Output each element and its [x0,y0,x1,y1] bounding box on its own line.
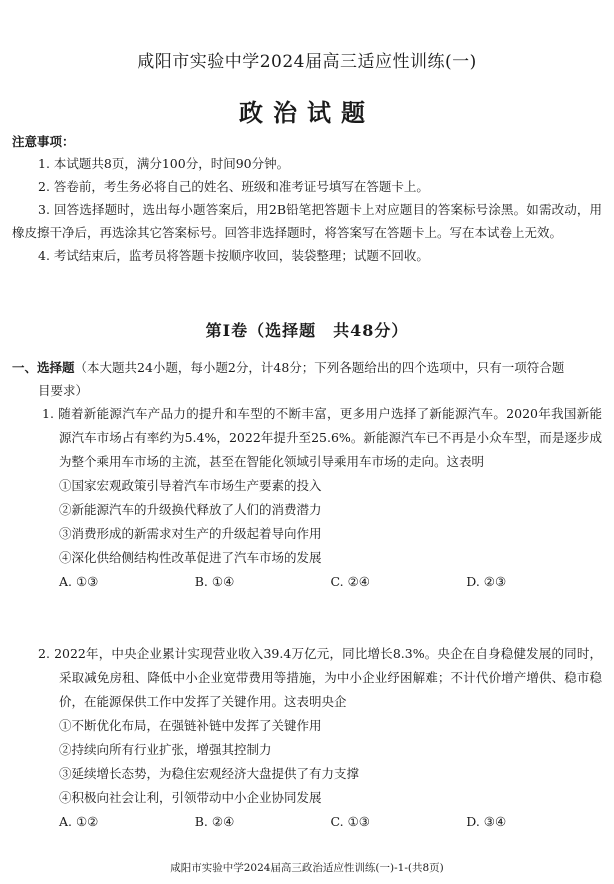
part-heading [12,356,602,402]
statement-option: ①国家宏观政策引导着汽车市场生产要素的投入 [59,478,322,493]
notice-list [12,152,602,267]
part-label: 一、选择题 [12,360,75,375]
subject-title: 政治试题 [239,98,375,127]
choice-c: C. ②④ [330,574,370,589]
statement-option: ③延续增长态势，为稳住宏观经济大盘提供了有力支撑 [59,766,360,781]
choice-a: A. ①③ [59,574,99,589]
notice-item: 4. 考试结束后，监考员将答题卡按顺序收回，装袋整理；试题不回收。 [38,248,429,263]
statement-option: ④深化供给侧结构性改革促进了汽车市场的发展 [59,550,322,565]
choice-b: B. ①④ [194,574,235,589]
statement-option: ③消费形成的新需求对生产的升级起着导向作用 [59,526,322,541]
notice-item: 3. 回答选择题时，选出每小题答案后，用2B铅笔把答题卡上对应题目的答案标号涂黑。如需改动，用橡皮擦干净后，再选涂其它答案标号。回答非选择题时，将答案写在答题卡上。写在本试卷上无效。 [12,202,602,240]
statement-option: ②新能源汽车的升级换代释放了人们的消费潜力 [59,502,322,517]
choice-c: C. ①③ [330,814,370,829]
notice-item: 2. 答卷前，考生务必将自己的姓名、班级和准考证号填写在答题卡上。 [38,179,429,194]
question-1 [12,402,602,594]
question-stem: 2. 2022年，中央企业累计实现营业收入39.4万亿元，同比增长8.3%。央企在自身稳健发展的同时，采取减免房租、降低中小企业宽带费用等措施，为中小企业纾困解难；不计代价增产增供、稳市稳价，在能源保供工作中发挥了关键作用。这表明央企 [38,646,602,709]
statement-option: ①不断优化布局，在强链补链中发挥了关键作用 [59,718,322,733]
answer-choices [12,810,602,834]
question-stem: 1. 随着新能源汽车产品力的提升和车型的不断丰富，更多用户选择了新能源汽车。2020年我国新能源汽车市场占有率约为5.4%，2022年提升至25.6%。新能源汽车已不再是小众车型，而是逐步成为整个乘用车市场的主流，甚至在智能化领域引导乘用车市场的走向。这表明 [42,406,602,469]
exam-title: 咸阳市实验中学2024届高三适应性训练(一) [137,52,477,72]
choice-b: B. ②④ [194,814,235,829]
answer-choices [12,570,602,594]
section-title: 第Ⅰ卷（选择题 共48分） [205,321,409,340]
question-2 [12,642,602,834]
choice-d: D. ③④ [466,814,507,829]
choice-d: D. ②③ [466,574,507,589]
page-footer: 咸阳市实验中学2024届高三政治适应性训练(一)-1-(共8页) [170,862,444,874]
statement-option: ②持续向所有行业扩张，增强其控制力 [59,742,272,757]
part-description: （本大题共24小题，每小题2分，计48分；下列各题给出的四个选项中，只有一项符合题 [74,360,565,375]
notice-heading: 注意事项： [12,134,75,149]
part-description-cont: 目要求） [38,383,89,398]
choice-a: A. ①② [59,814,99,829]
notice-item: 1. 本试题共8页，满分100分，时间90分钟。 [38,156,290,171]
statement-option: ④积极向社会让利，引领带动中小企业协同发展 [59,790,322,805]
